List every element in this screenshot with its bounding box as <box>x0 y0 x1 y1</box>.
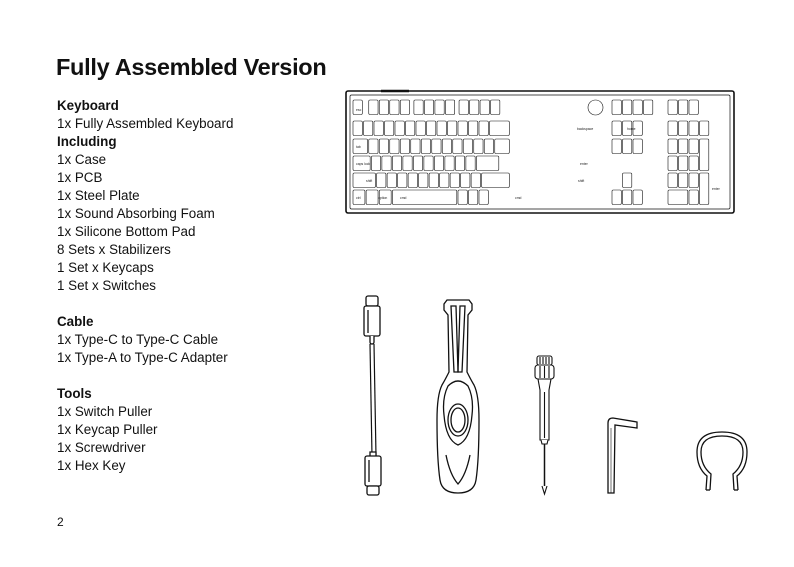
keycap <box>490 121 510 136</box>
keycap <box>429 173 438 188</box>
keycap <box>459 100 468 115</box>
list-item: 1x Switch Puller <box>57 404 153 419</box>
keycap <box>427 121 436 136</box>
keycap <box>377 173 386 188</box>
cable-illustration <box>364 296 381 495</box>
keycap <box>679 173 688 188</box>
keycap <box>612 100 621 115</box>
keycap <box>463 139 472 154</box>
keycap <box>450 173 459 188</box>
keycap-plus <box>700 139 709 171</box>
section-heading-including: Including <box>57 134 117 149</box>
list-item: 1x Type-C to Type-C Cable <box>57 332 219 347</box>
keycap <box>406 121 415 136</box>
keycap <box>466 156 475 171</box>
list-item: 1x Fully Assembled Keyboard <box>57 116 234 131</box>
keycap <box>689 100 698 115</box>
keycap <box>432 139 441 154</box>
keycap <box>476 156 498 171</box>
keycap <box>668 190 688 205</box>
keycap <box>390 139 399 154</box>
keycap <box>421 139 430 154</box>
screwdriver-illustration <box>535 356 554 494</box>
keycap <box>479 121 488 136</box>
keycap <box>392 156 401 171</box>
keycap <box>482 173 510 188</box>
list-item: 1x Silicone Bottom Pad <box>57 224 196 239</box>
keycap <box>400 139 409 154</box>
keycap <box>434 156 443 171</box>
page-title: Fully Assembled Version <box>56 54 327 80</box>
keycap <box>461 173 470 188</box>
keycap <box>374 121 383 136</box>
keycap <box>458 190 467 205</box>
key-legend-option: option <box>378 196 388 200</box>
knob <box>588 100 603 115</box>
hex-key-illustration <box>608 418 637 493</box>
keycap <box>445 100 454 115</box>
keycap <box>366 190 378 205</box>
key-legend-cmd: cmd <box>400 196 407 200</box>
list-item: 1 Set x Switches <box>57 278 156 293</box>
keycap <box>689 139 698 154</box>
keycap <box>668 100 677 115</box>
keycap <box>379 100 388 115</box>
keycap <box>612 139 621 154</box>
keycap <box>689 156 698 171</box>
list-item: 1x PCB <box>57 170 103 185</box>
keycap <box>400 100 409 115</box>
keycap <box>644 100 653 115</box>
keycap <box>424 156 433 171</box>
keycap <box>679 156 688 171</box>
keycap <box>668 173 677 188</box>
section-heading-tools: Tools <box>57 386 92 401</box>
list-item: 1x Keycap Puller <box>57 422 158 437</box>
keycap <box>395 121 404 136</box>
keycap <box>385 121 394 136</box>
keycap <box>623 139 632 154</box>
keycap <box>382 156 391 171</box>
switch-puller-illustration <box>437 300 479 493</box>
list-item: 1x Sound Absorbing Foam <box>57 206 215 221</box>
keycap <box>474 139 483 154</box>
keycap-arrow-up <box>623 173 632 188</box>
page-number: 2 <box>57 515 64 529</box>
list-item: 1x Screwdriver <box>57 440 146 455</box>
keycap <box>612 190 621 205</box>
keycap <box>623 100 632 115</box>
key-legend-esc: esc <box>356 108 362 112</box>
keycap <box>495 139 510 154</box>
keycap <box>633 100 642 115</box>
keycap <box>469 190 478 205</box>
list-item: 8 Sets x Stabilizers <box>57 242 171 257</box>
keycap <box>453 139 462 154</box>
keycap <box>668 139 677 154</box>
key-legend-shift-right: shift <box>578 179 585 183</box>
keycap <box>419 173 428 188</box>
keycap <box>416 121 425 136</box>
keycap <box>442 139 451 154</box>
key-legend-home: home <box>627 127 636 131</box>
keycap <box>408 173 417 188</box>
keycap <box>411 139 420 154</box>
keycap <box>390 100 399 115</box>
key-legend-cmd-right: cmd <box>515 196 522 200</box>
keycap <box>403 156 412 171</box>
section-heading-keyboard: Keyboard <box>57 98 119 113</box>
keycap <box>668 121 677 136</box>
keycap <box>458 121 467 136</box>
keycap <box>679 139 688 154</box>
keyboard-illustration <box>346 91 734 213</box>
keycap <box>679 121 688 136</box>
keycap <box>633 190 642 205</box>
key-legend-backspace: backspace <box>577 127 594 131</box>
section-heading-cable: Cable <box>57 314 94 329</box>
keycap <box>440 173 449 188</box>
keycap <box>445 156 454 171</box>
key-legend-shift-left: shift <box>366 179 373 183</box>
keycap <box>371 156 380 171</box>
list-item: 1x Type-A to Type-C Adapter <box>57 350 228 365</box>
keycap <box>471 173 480 188</box>
keycap <box>480 100 489 115</box>
key-legend-ctrl: ctrl <box>356 196 361 200</box>
keycap <box>479 190 488 205</box>
keycap <box>689 121 698 136</box>
keycap <box>353 121 362 136</box>
keycap <box>679 100 688 115</box>
keycap <box>633 139 642 154</box>
keycap <box>364 121 373 136</box>
keycap <box>455 156 464 171</box>
keycap <box>689 173 698 188</box>
key-legend-enter-pad: enter <box>712 187 720 191</box>
keycap <box>369 139 378 154</box>
keycap <box>612 121 621 136</box>
keycap <box>387 173 396 188</box>
keycap <box>491 100 500 115</box>
keycap <box>470 100 479 115</box>
list-item: 1x Case <box>57 152 107 167</box>
keycap <box>398 173 407 188</box>
keycap <box>414 100 423 115</box>
keycap <box>437 121 446 136</box>
keycap <box>689 190 698 205</box>
keycap <box>424 100 433 115</box>
keycap <box>668 156 677 171</box>
keycap <box>379 139 388 154</box>
keycap <box>413 156 422 171</box>
keycap-puller-illustration <box>697 432 747 490</box>
key-legend-caps: caps lock <box>356 162 371 166</box>
keycap <box>700 121 709 136</box>
keycap <box>369 100 378 115</box>
keycap <box>623 190 632 205</box>
key-legend-enter: enter <box>580 162 588 166</box>
keycap <box>435 100 444 115</box>
list-item: 1 Set x Keycaps <box>57 260 154 275</box>
list-item: 1x Hex Key <box>57 458 126 473</box>
keycap <box>448 121 457 136</box>
keycap-enter-pad <box>700 173 709 205</box>
list-item: 1x Steel Plate <box>57 188 140 203</box>
key-legend-tab: tab <box>356 145 361 149</box>
keycap <box>469 121 478 136</box>
keycap <box>484 139 493 154</box>
